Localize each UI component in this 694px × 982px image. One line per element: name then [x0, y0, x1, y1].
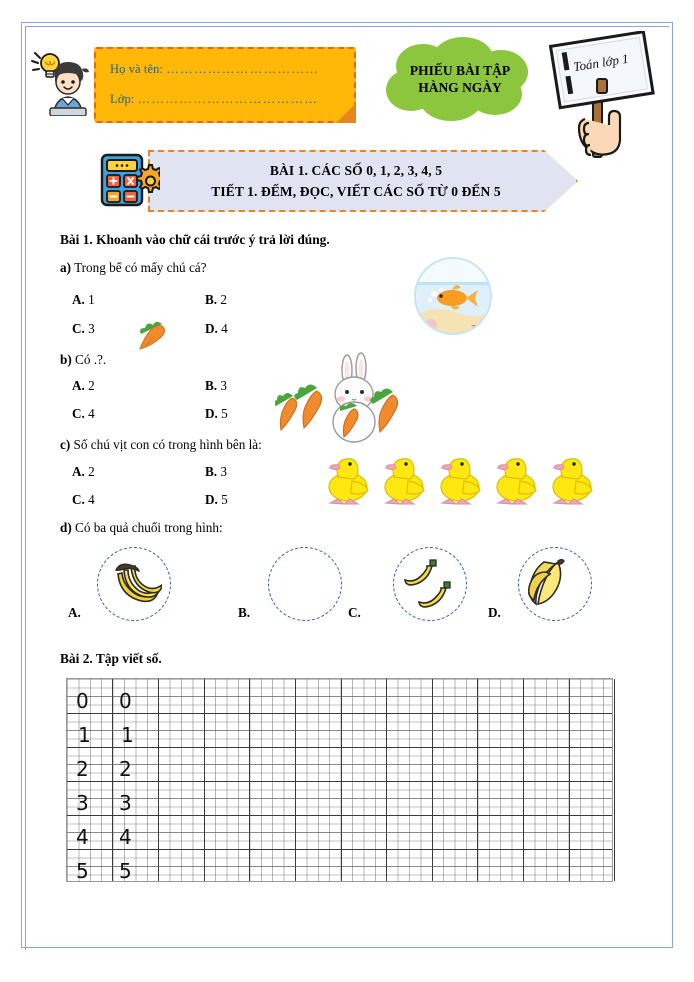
boy-with-idea-lightbulb-icon [28, 48, 90, 116]
option-c1[interactable] [72, 464, 95, 480]
option-a2-value: 2 [220, 292, 227, 307]
question-b-letter: b) [60, 352, 72, 367]
option-c2-key: B. [205, 464, 218, 479]
option-c3-value: 4 [88, 492, 95, 507]
question-a [60, 260, 207, 276]
grid-hline [67, 713, 612, 714]
option-a4[interactable] [205, 321, 228, 337]
grid-vline [614, 679, 615, 881]
option-b3-value: 4 [88, 406, 95, 421]
student-name-dots: …………………………… [166, 62, 320, 76]
grid-model-numeral: 4 [76, 825, 89, 849]
question-b [60, 352, 106, 368]
grid-model-numeral: 5 [119, 859, 132, 883]
question-c [60, 437, 262, 453]
option-b4[interactable] [205, 406, 228, 422]
corner-fold [336, 103, 356, 123]
exercise1-title: Bài 1. Khoanh vào chữ cái trước ý trả lời đúng. [60, 232, 330, 247]
option-c2[interactable] [205, 464, 227, 480]
option-a1-value: 1 [88, 292, 95, 307]
grid-model-numeral: 1 [121, 723, 134, 747]
option-a3-value: 3 [88, 321, 95, 336]
grid-midline [67, 832, 612, 833]
option-a4-value: 4 [221, 321, 228, 336]
option-c4-value: 5 [221, 492, 228, 507]
lesson-title-line1: BÀI 1. CÁC SỐ 0, 1, 2, 3, 4, 5 [269, 162, 443, 178]
student-name-field[interactable] [110, 62, 319, 77]
carrot-icon [132, 318, 176, 352]
choice-d-c-label: C. [348, 605, 361, 620]
grid-hline [67, 781, 612, 782]
option-b1-key: A. [72, 378, 85, 393]
banana-bunch-icon [108, 560, 162, 608]
option-b2[interactable] [205, 378, 227, 394]
question-c-letter: c) [60, 437, 71, 452]
grid-model-numeral: 4 [119, 825, 132, 849]
cloud-title-line1: PHIẾU BÀI TẬP [409, 63, 511, 78]
grid-vline [523, 679, 524, 881]
student-name-label: Họ và tên: [110, 62, 164, 76]
question-c-prompt: Số chú vịt con có trong hình bên là: [73, 437, 262, 452]
lesson-title-text [160, 152, 552, 210]
worksheet-title-cloud [381, 36, 539, 124]
question-a-prompt: Trong bể có mấy chú cá? [74, 260, 207, 275]
grid-model-numeral: 0 [76, 689, 89, 713]
cloud-title-line2: HÀNG NGÀY [418, 80, 502, 95]
option-c2-value: 3 [220, 464, 227, 479]
student-info-box [94, 47, 356, 123]
choice-d-d-label: D. [488, 605, 501, 620]
rabbit-with-carrots-icon [275, 352, 410, 444]
handwriting-practice-grid[interactable] [66, 678, 613, 882]
question-b-prompt: Có .?. [75, 352, 107, 367]
hand-holding-sign-icon [545, 31, 663, 161]
exercise2-title: Bài 2. Tập viết số. [60, 651, 162, 666]
option-b2-key: B. [205, 378, 218, 393]
grid-model-numeral: 2 [76, 757, 89, 781]
lesson-title-line2: TIẾT 1. ĐẾM, ĐỌC, VIẾT CÁC SỐ TỪ 0 ĐẾN 5 [211, 183, 501, 199]
option-c3-key: C. [72, 492, 85, 507]
grid-hline [67, 815, 612, 816]
five-ducklings-icon [322, 455, 622, 513]
option-c4-key: D. [205, 492, 218, 507]
option-b1-value: 2 [88, 378, 95, 393]
grid-vline [204, 679, 205, 881]
option-b4-key: D. [205, 406, 218, 421]
question-d [60, 520, 223, 536]
option-b2-value: 3 [220, 378, 227, 393]
grid-midline [67, 730, 612, 731]
option-c1-key: A. [72, 464, 85, 479]
grid-model-numeral: 1 [78, 723, 91, 747]
option-b4-value: 5 [221, 406, 228, 421]
grid-vline [386, 679, 387, 881]
grid-vline [249, 679, 250, 881]
option-a3-key: C. [72, 321, 85, 336]
grid-vline [432, 679, 433, 881]
student-class-label: Lớp: [110, 92, 135, 106]
grid-model-numeral: 5 [76, 859, 89, 883]
grid-midline [67, 696, 612, 697]
grid-model-numeral: 0 [119, 689, 132, 713]
cloud-title-text [381, 62, 539, 96]
question-d-prompt: Có ba quả chuối trong hình: [75, 520, 223, 535]
grid-vline [569, 679, 570, 881]
option-a4-key: D. [205, 321, 218, 336]
grid-model-numeral: 3 [76, 791, 89, 815]
student-class-field[interactable] [110, 92, 318, 107]
option-b1[interactable] [72, 378, 95, 394]
option-b3[interactable] [72, 406, 95, 422]
grid-midline [67, 866, 612, 867]
fishbowl-with-goldfish-icon [398, 252, 508, 336]
option-a1-key: A. [72, 292, 85, 307]
sign-label-text: Toán lớp 1 [572, 50, 630, 75]
option-a3[interactable] [72, 321, 95, 337]
question-d-letter: d) [60, 520, 72, 535]
grid-vline [341, 679, 342, 881]
option-b3-key: C. [72, 406, 85, 421]
grid-hline [67, 747, 612, 748]
choice-d-a-label: A. [68, 605, 81, 620]
option-a1[interactable] [72, 292, 95, 308]
grid-vline [295, 679, 296, 881]
choice-d-b-label: B. [238, 605, 251, 620]
grid-midline [67, 764, 612, 765]
option-c1-value: 2 [88, 464, 95, 479]
calculator-gear-icon [98, 152, 160, 208]
grid-model-numeral: 2 [119, 757, 132, 781]
question-a-letter: a) [60, 260, 71, 275]
choice-d-b-circle[interactable] [268, 547, 342, 621]
grid-vline [477, 679, 478, 881]
grid-hline [67, 849, 612, 850]
option-c4[interactable] [205, 492, 228, 508]
option-c3[interactable] [72, 492, 95, 508]
student-class-dots: ………………………………… [137, 92, 319, 106]
grid-model-numeral: 3 [119, 791, 132, 815]
option-a2[interactable] [205, 292, 227, 308]
grid-midline [67, 798, 612, 799]
peeled-banana-icon [528, 558, 582, 610]
grid-vline [112, 679, 113, 881]
grid-vline [158, 679, 159, 881]
option-a2-key: B. [205, 292, 218, 307]
two-bananas-icon [404, 558, 458, 610]
